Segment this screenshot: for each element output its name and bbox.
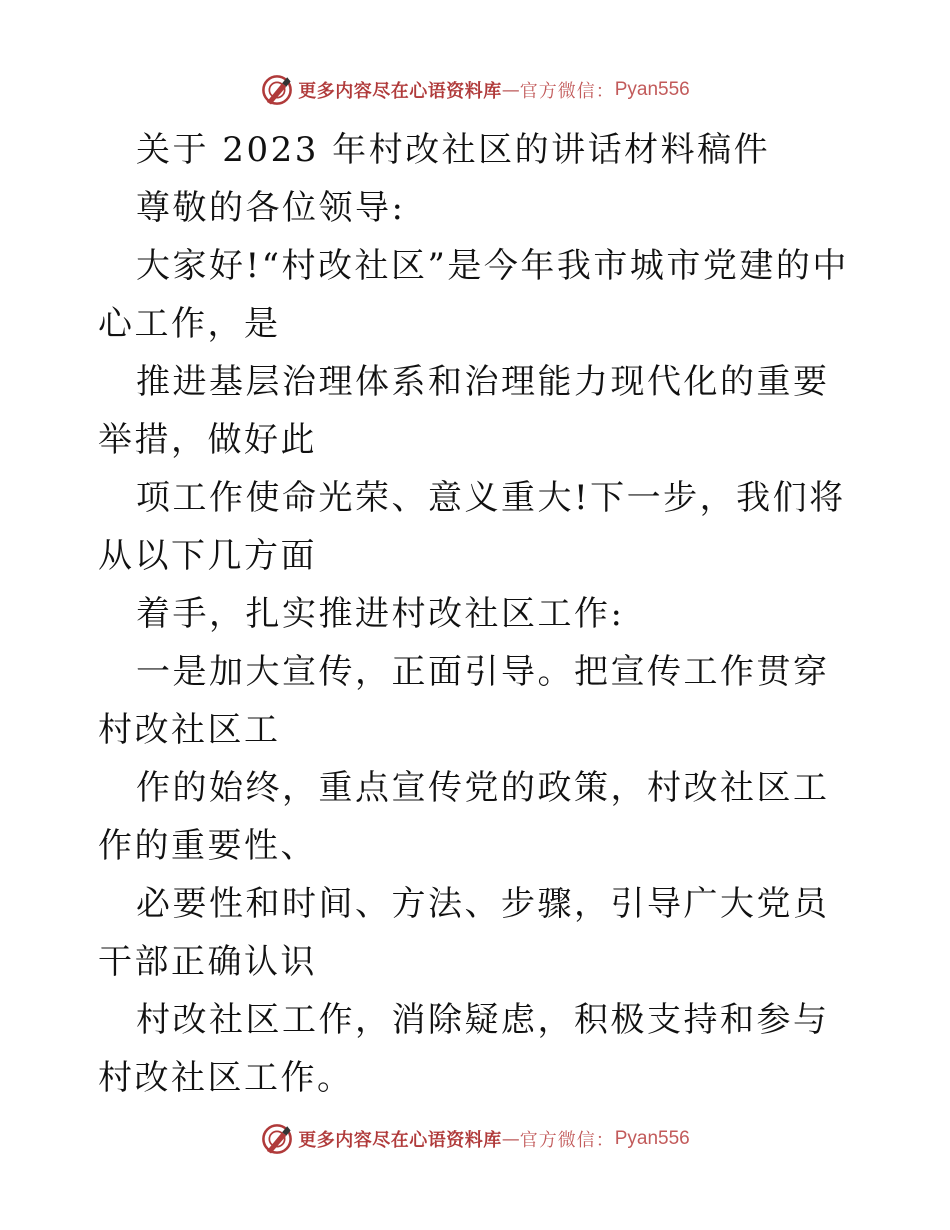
document-body bbox=[98, 121, 858, 1107]
banner-contact-id: Pyan556 bbox=[614, 1128, 690, 1149]
banner-contact-label: 官方微信： bbox=[519, 81, 615, 102]
pen-logo-icon bbox=[260, 1122, 294, 1156]
document-title: 关于 2023 年村改社区的讲话材料稿件 bbox=[136, 130, 771, 170]
paragraph-4: 着手，扎实推进村改社区工作: bbox=[136, 594, 625, 634]
paragraph-6: 作的始终，重点宣传党的政策，村改社区工作的重要性、 bbox=[98, 768, 830, 866]
paragraph-8: 村改社区工作，消除疑虑，积极支持和参与村改社区工作。 bbox=[98, 1000, 830, 1098]
pen-logo-icon bbox=[260, 73, 294, 107]
paragraph-2: 推进基层治理体系和治理能力现代化的重要举措，做好此 bbox=[98, 362, 830, 460]
banner-separator: — bbox=[501, 79, 520, 101]
banner-separator: — bbox=[501, 1128, 520, 1150]
paragraph-7: 必要性和时间、方法、步骤，引导广大党员干部正确认识 bbox=[98, 884, 830, 982]
document-salutation: 尊敬的各位领导: bbox=[136, 188, 406, 228]
paragraph-1: 大家好!“村改社区”是今年我市城市党建的中心工作，是 bbox=[98, 246, 849, 344]
header-watermark-banner bbox=[0, 70, 950, 110]
paragraph-3: 项工作使命光荣、意义重大!下一步，我们将从以下几方面 bbox=[98, 478, 846, 576]
banner-brand-text: 更多内容尽在心语资料库 bbox=[298, 1130, 502, 1151]
paragraph-5: 一是加大宣传，正面引导。把宣传工作贯穿村改社区工 bbox=[98, 652, 830, 750]
footer-watermark-banner bbox=[0, 1119, 950, 1159]
banner-brand-text: 更多内容尽在心语资料库 bbox=[298, 81, 502, 102]
banner-contact-id: Pyan556 bbox=[614, 79, 690, 100]
banner-contact-label: 官方微信： bbox=[519, 1130, 615, 1151]
